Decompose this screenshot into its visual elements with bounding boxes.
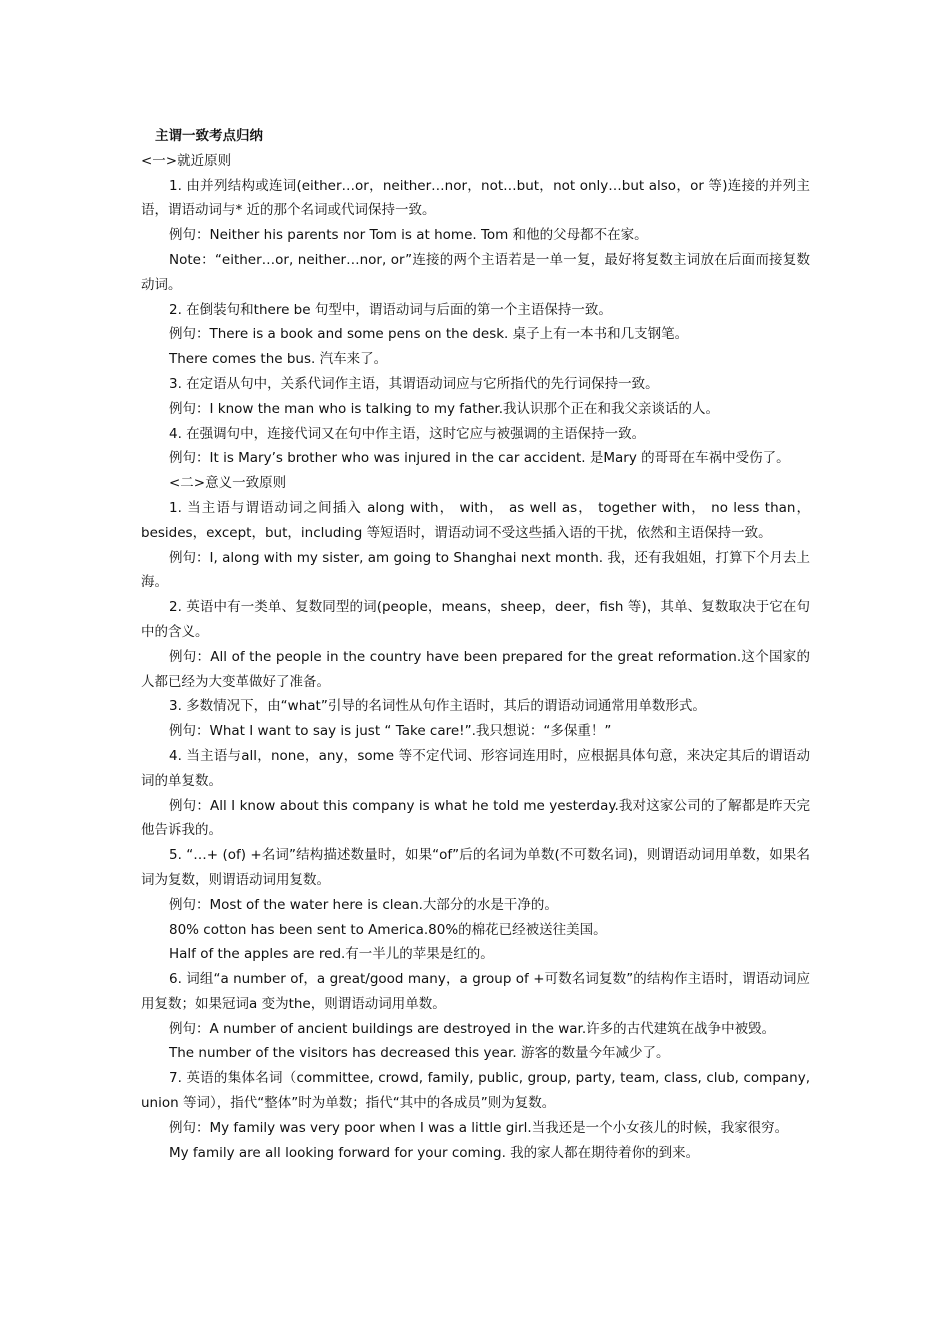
paragraph: 3. 在定语从句中，关系代词作主语，其谓语动词应与它所指代的先行词保持一致。 (169, 375, 659, 392)
paragraph: 1. 当主语与谓语动词之间插入 along with， with， as well as， together with， no less than，besides，except，but，including 等短语时，谓语动词不受这些插入语的干扰，依然和主语保持一致。 (141, 499, 810, 541)
paragraph: There comes the bus. 汽车来了。 (169, 351, 388, 368)
paragraph: 3. 多数情况下，由“what”引导的名词性从句作主语时，其后的谓语动词通常用单数形式。 (169, 698, 706, 715)
paragraph: Note：“either…or, neither…nor, or”连接的两个主语若是一单一复，最好将复数主词放在后面而接复数动词。 (141, 251, 810, 293)
paragraph: 例句：A number of ancient buildings are destroyed in the war.许多的古代建筑在战争中被毁。 (169, 1020, 776, 1037)
paragraph: 例句：All of the people in the country have been prepared for the great reformation.这个国家的人都已经为大变革做好了准备。 (141, 648, 810, 690)
paragraph: 7. 英语的集体名词（committee, crowd, family, public, group, party, team, class, club, company, union 等词），指代“整体”时为单数；指代“其中的各成员”则为复数。 (141, 1070, 810, 1112)
paragraph: 例句：What I want to say is just “ Take care!”.我只想说：“多保重！” (169, 723, 612, 740)
paragraph: 4. 当主语与all，none，any，some 等不定代词、形容词连用时，应根据具体句意，来决定其后的谓语动词的单复数。 (141, 747, 810, 789)
paragraph: The number of the visitors has decreased this year. 游客的数量今年减少了。 (169, 1045, 670, 1062)
paragraph: 2. 英语中有一类单、复数同型的词(people，means，sheep，deer，fish 等)，其单、复数取决于它在句中的含义。 (141, 599, 810, 640)
paragraph: Half of the apples are red.有一半儿的苹果是红的。 (169, 946, 494, 963)
paragraph: 5. “…+ (of) +名词”结构描述数量时，如果“of”后的名词为单数(不可数名词)，则谓语动词用单数，如果名词为复数，则谓语动词用复数。 (141, 847, 810, 888)
paragraph: 1. 由并列结构或连词(either…or，neither…nor，not…but，not only…but also，or 等)连接的并列主语，谓语动词与* 近的那个名词或代词保持一致。 (141, 177, 810, 219)
paragraph: 4. 在强调句中，连接代词又在句中作主语，这时它应与被强调的主语保持一致。 (169, 425, 646, 442)
section-heading-meaning: <二>意义一致原则 (169, 475, 287, 492)
paragraph: 例句：There is a book and some pens on the desk. 桌子上有一本书和几支钢笔。 (169, 326, 689, 343)
paragraph: 6. 词组“a number of，a great/good many，a group of +可数名词复数”的结构作主语时，谓语动词应用复数；如果冠词a 变为the，则谓语动词用单数。 (141, 971, 810, 1012)
paragraph: 2. 在倒装句和there be 句型中，谓语动词与后面的第一个主语保持一致。 (169, 301, 612, 318)
paragraph: 例句：All I know about this company is what he told me yesterday.我对这家公司的了解都是昨天完他告诉我的。 (141, 797, 810, 839)
paragraph: My family are all looking forward for your coming. 我的家人都在期待着你的到来。 (169, 1144, 700, 1161)
document-title: 主谓一致考点归纳 (155, 128, 263, 144)
paragraph: 例句：Most of the water here is clean.大部分的水是干净的。 (169, 896, 558, 913)
document-body (141, 124, 810, 1165)
paragraph: 例句：It is Mary’s brother who was injured in the car accident. 是Mary 的哥哥在车祸中受伤了。 (169, 450, 790, 467)
paragraph: 例句：I know the man who is talking to my father.我认识那个正在和我父亲谈话的人。 (169, 400, 720, 417)
section-heading-proximity: <一>就近原则 (141, 152, 232, 169)
paragraph: 例句：Neither his parents nor Tom is at home. Tom 和他的父母都不在家。 (169, 227, 648, 244)
paragraph: 例句：My family was very poor when I was a little girl.当我还是一个小女孩儿的时候，我家很穷。 (169, 1119, 789, 1136)
paragraph: 例句：I, along with my sister, am going to Shanghai next month. 我，还有我姐姐，打算下个月去上海。 (141, 549, 810, 591)
paragraph: 80% cotton has been sent to America.80%的棉花已经被送往美国。 (169, 921, 607, 938)
